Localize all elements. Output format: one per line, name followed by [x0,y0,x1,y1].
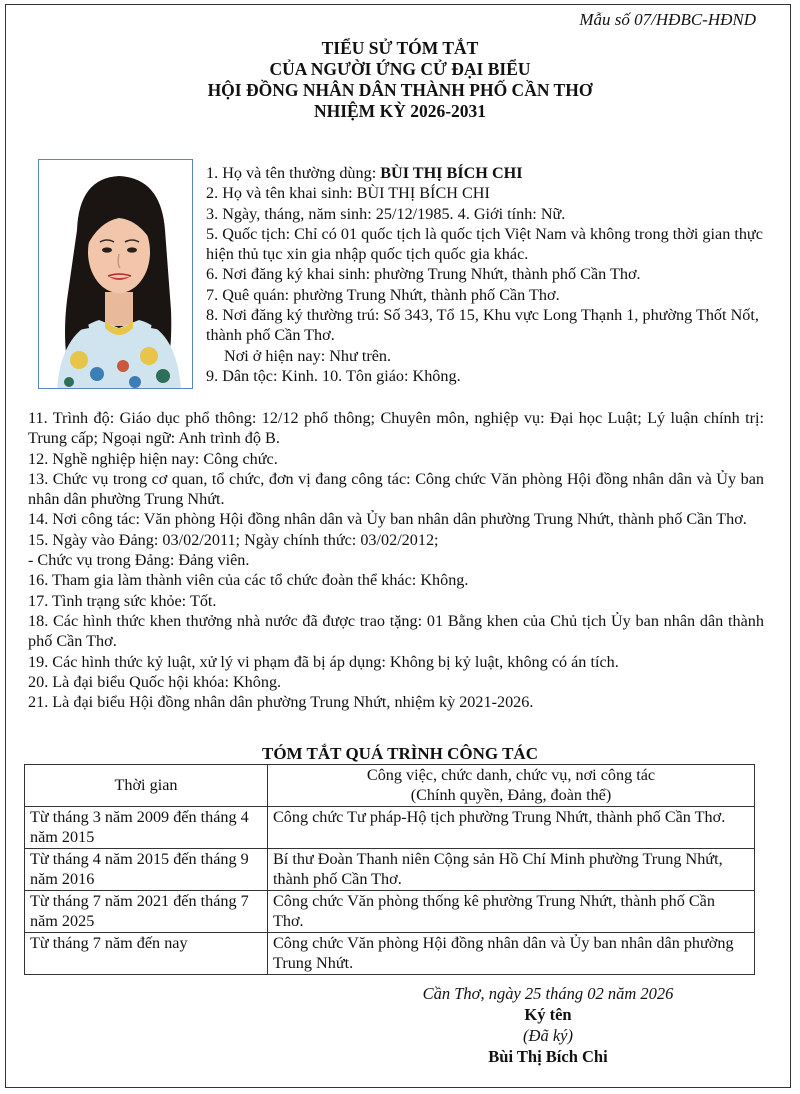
info-line-5: 5. Quốc tịch: Chỉ có 01 quốc tịch là quốc tịch Việt Nam và không trong thời gian thực hiện thủ tục xin gia nhập quốc tịch quốc gia khác. [206,224,763,264]
info-line-6: 6. Nơi đăng ký khai sinh: phường Trung Nhứt, thành phố Cần Thơ. [206,265,641,284]
info-line-7: 7. Quê quán: phường Trung Nhứt, thành phố Cần Thơ. [206,285,560,304]
row-job: Công chức Văn phòng Hội đồng nhân dân và Ủy ban nhân dân phường Trung Nhứt. [268,933,755,975]
candidate-portrait [38,159,193,389]
info-line-8: 8. Nơi đăng ký thường trú: Số 343, Tổ 15, Khu vực Long Thạnh 1, phường Thốt Nốt, thành phố Cần Thơ. [206,306,759,345]
title-line-4: NHIỆM KỲ 2026-2031 [313,101,487,121]
item-15: 15. Ngày vào Đảng: 03/02/2011; Ngày chính thức: 03/02/2012; [28,530,439,549]
item-11: 11. Trình độ: Giáo dục phổ thông: 12/12 phổ thông; Chuyên môn, nghiệp vụ: Đại học Luật; Lý luận chính trị: Trung cấp; Ngoại ngữ: Anh trình độ B. [28,409,764,448]
name-value: BÙI THỊ BÍCH CHI [380,164,523,182]
biography-items [28,408,764,712]
item-13: 13. Chức vụ trong cơ quan, tổ chức, đơn vị đang công tác: Công chức Văn phòng Hội đồng nhân dân và Ủy ban nhân dân phường Trung Nhứt. [28,469,764,509]
row-time: Từ tháng 4 năm 2015 đến tháng 9 năm 2016 [25,849,268,891]
row-time: Từ tháng 3 năm 2009 đến tháng 4 năm 2015 [25,807,268,849]
sign-label: Ký tên [524,1005,572,1024]
item-12: 12. Nghề nghiệp hiện nay: Công chức. [28,449,278,468]
name-label: 1. Họ và tên thường dùng: [206,164,381,182]
row-job: Công chức Văn phòng thống kê phường Trung Nhứt, thành phố Cần Thơ. [268,891,755,933]
info-line-8b: Nơi ở hiện nay: Như trên. [224,346,392,365]
work-history-title: TÓM TẮT QUÁ TRÌNH CÔNG TÁC [262,744,538,763]
table-row [25,933,755,975]
item-21: 21. Là đại biểu Hội đồng nhân dân phường Trung Nhứt, nhiệm kỳ 2021-2026. [28,693,534,712]
header-job [268,765,755,807]
signature-block [378,983,718,1067]
form-code: Mẫu số 07/HĐBC-HĐND [579,10,756,29]
table-header-row [25,765,755,807]
header-job-line-2: (Chính quyền, Đảng, đoàn thể) [410,785,612,804]
table-row [25,849,755,891]
signer-name: Bùi Thị Bích Chi [488,1047,608,1066]
place-date: Cần Thơ, ngày 25 tháng 02 năm 2026 [422,984,674,1003]
table-row [25,807,755,849]
header-time: Thời gian [25,765,268,807]
info-line-9: 9. Dân tộc: Kinh. 10. Tôn giáo: Không. [206,366,461,385]
info-line-1 [206,163,766,183]
document-title [0,38,800,122]
personal-info [206,163,766,386]
row-time: Từ tháng 7 năm đến nay [25,933,268,975]
row-job: Bí thư Đoàn Thanh niên Cộng sản Hồ Chí Minh phường Trung Nhứt, thành phố Cần Thơ. [268,849,755,891]
item-15-party-role: - Chức vụ trong Đảng: Đảng viên. [28,551,250,570]
item-19: 19. Các hình thức kỷ luật, xử lý vi phạm đã bị áp dụng: Không bị kỷ luật, không có án tích. [28,652,619,671]
work-history-table [24,764,755,975]
portrait-illustration [39,160,193,389]
row-job: Công chức Tư pháp-Hộ tịch phường Trung Nhứt, thành phố Cần Thơ. [268,807,755,849]
item-14: 14. Nơi công tác: Văn phòng Hội đồng nhân dân và Ủy ban nhân dân phường Trung Nhứt, thành phố Cần Thơ. [28,510,747,529]
title-line-2: CỦA NGƯỜI ỨNG CỬ ĐẠI BIỂU [269,59,531,79]
info-line-3: 3. Ngày, tháng, năm sinh: 25/12/1985. 4. Giới tính: Nữ. [206,204,566,223]
table-row [25,891,755,933]
title-line-3: HỘI ĐỒNG NHÂN DÂN THÀNH PHỐ CẦN THƠ [207,80,593,100]
item-18: 18. Các hình thức khen thưởng nhà nước đã được trao tặng: 01 Bằng khen của Chủ tịch Ủy ban nhân dân thành phố Cần Thơ. [28,611,764,651]
signed-note: (Đã ký) [523,1026,573,1045]
item-16: 16. Tham gia làm thành viên của các tổ chức đoàn thể khác: Không. [28,571,469,590]
header-job-line-1: Công việc, chức danh, chức vụ, nơi công tác [366,766,656,784]
item-17: 17. Tình trạng sức khỏe: Tốt. [28,591,217,610]
title-line-1: TIỂU SỬ TÓM TẮT [321,38,479,58]
item-20: 20. Là đại biểu Quốc hội khóa: Không. [28,672,282,691]
row-time: Từ tháng 7 năm 2021 đến tháng 7 năm 2025 [25,891,268,933]
info-line-2: 2. Họ và tên khai sinh: BÙI THỊ BÍCH CHI [206,184,490,203]
